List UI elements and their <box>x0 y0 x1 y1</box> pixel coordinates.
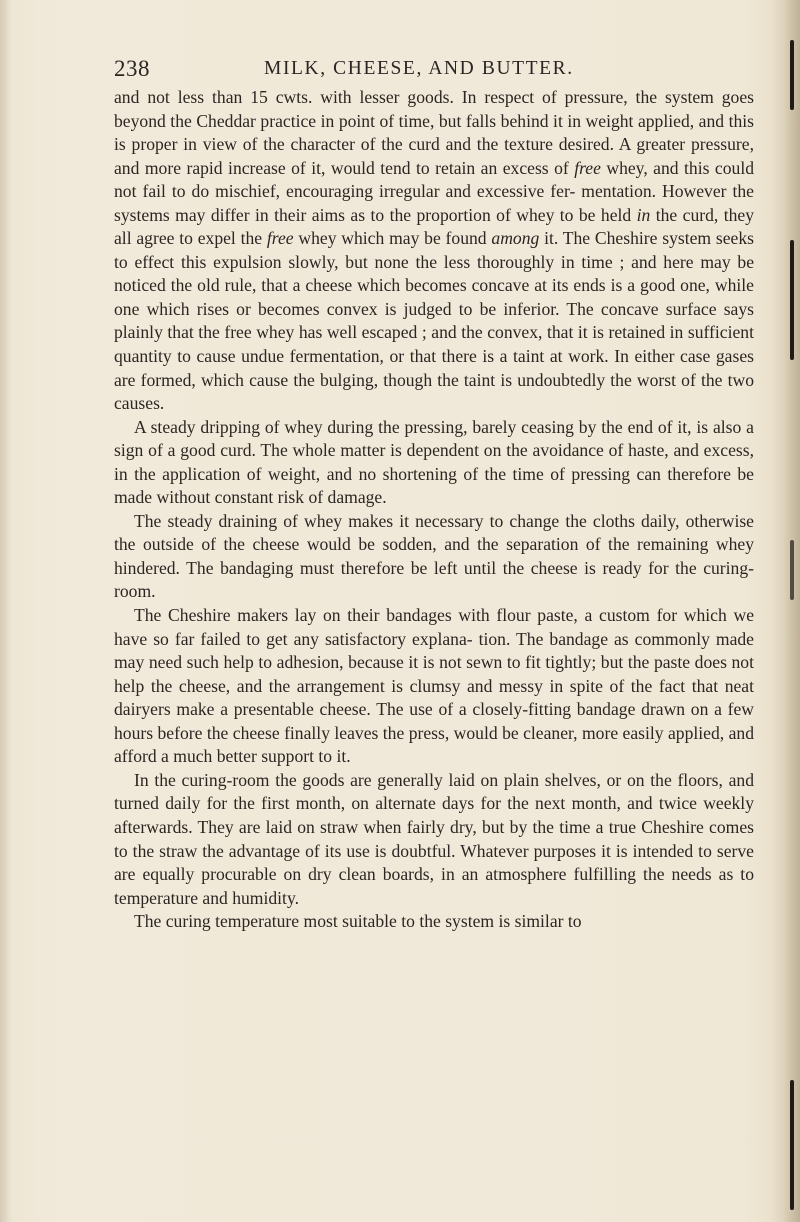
italic-run: free <box>266 228 294 249</box>
paragraph-1 <box>114 86 754 416</box>
paragraph-3 <box>114 510 754 604</box>
page-edge-shadow <box>782 0 800 1222</box>
body-text <box>114 86 754 934</box>
page-header <box>114 56 754 86</box>
text-run: In the curing-room the goods are generally laid on plain shelves, or on the floors, and turned daily for the first month, on alternate days for the next month, and twice weekly afterwards. They are laid on straw when fairly dry, but by the time a true Cheshire comes to the straw the advantage of its use is doubtful. Whatever purposes it is intended to serve are equally procurable on dry clean boards, in an atmosphere fulfilling the needs as to temperature and humidity. <box>114 769 754 908</box>
text-run: A steady dripping of whey during the pressing, barely ceasing by the end of it, is also a sign of a good curd. The whole matter is dependent on the avoidance of haste, and excess, in the application of weight, and no shortening of the time of pressing can therefore be made without constant risk of damage. <box>114 416 754 508</box>
text-run: The Cheshire makers lay on their bandages with flour paste, a custom for which we have so far failed to get any satisfactory explana- tion. The bandage as commonly made may need such help to adhesion, because it is not sewn to fit tightly; but the paste does not help the cheese, and the arrangement is clumsy and messy in spite of the fact that neat dairyers make a presentable cheese. The use of a closely-fitting bandage drawn on a few hours before the cheese finally leaves the press, would be cleaner, more easily applied, and afford a much better support to it. <box>114 605 754 767</box>
paragraph-4 <box>114 604 754 769</box>
text-run: whey which may be found <box>293 228 492 249</box>
text-run: whey, and this could not fail to do mischief, encouraging irregular and excessive fer- mentation. However the systems may differ in their aims as to the proportion of whey to be held <box>114 157 754 225</box>
running-head: MILK, CHEESE, AND BUTTER. <box>264 58 574 79</box>
italic-run: in <box>636 204 651 225</box>
edge-ink-mark <box>790 240 794 360</box>
paragraph-6 <box>114 910 754 934</box>
text-run: the curd, they all agree to expel the <box>114 204 755 249</box>
italic-run: among <box>491 228 540 249</box>
edge-ink-mark <box>790 1080 794 1210</box>
paragraph-5 <box>114 769 754 910</box>
paragraph-2 <box>114 416 754 510</box>
italic-run: free <box>574 157 601 178</box>
edge-ink-mark <box>790 40 794 110</box>
text-run: The curing temperature most suitable to the system is similar to <box>134 911 582 932</box>
text-run: The steady draining of whey makes it necessary to change the cloths daily, otherwise the outside of the cheese would be sodden, and the separation of the remaining whey hindered. The bandaging must therefore be left until the cheese is ready for the curing-room. <box>114 510 754 602</box>
text-run: it. The Cheshire system seeks to effect this expulsion slowly, but none the less thoroughly in time ; and here may be noticed the old rule, that a cheese which becomes concave at its ends is a good one, while one which rises or becomes convex is judged to be inferior. The concave surface says plainly that the free whey has well escaped ; and the convex, that it is retained in sufficient quantity to cause undue fermentation, or that there is a taint at work. In either case gases are formed, which cause the bulging, though the taint is undoubtedly the worst of the two causes. <box>114 228 754 414</box>
text-run: and not less than 15 cwts. with lesser goods. In respect of pressure, the system goes beyond the Cheddar practice in point of time, but falls behind it in weight applied, and this is proper in view of the character of the curd and the texture desired. A greater pressure, and more rapid increase of it, would tend to retain an excess of <box>114 87 754 178</box>
page-number: 238 <box>114 56 150 81</box>
edge-ink-mark <box>790 540 794 600</box>
page-gutter-shadow <box>0 0 10 1222</box>
